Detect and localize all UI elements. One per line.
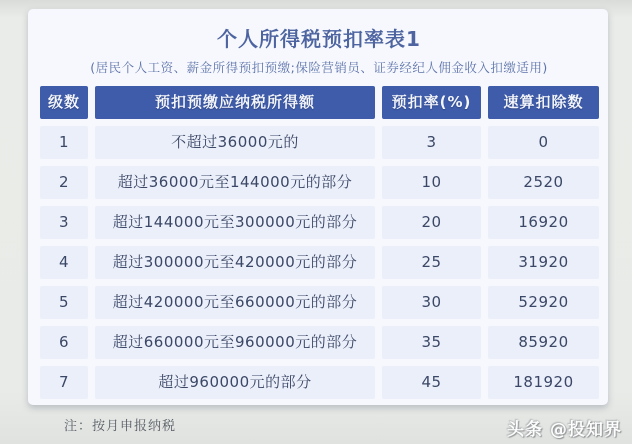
cell-taxable-income: 超过300000元至420000元的部分 <box>95 246 375 279</box>
cell-quick-deduction: 52920 <box>488 286 599 319</box>
cell-taxable-income: 不超过36000元的 <box>95 126 375 159</box>
column-header-level: 级数 <box>40 86 88 119</box>
cell-taxable-income: 超过36000元至144000元的部分 <box>95 166 375 199</box>
cell-taxable-income: 超过144000元至300000元的部分 <box>95 206 375 239</box>
cell-level: 3 <box>40 206 88 239</box>
cell-withholding-rate: 3 <box>382 126 481 159</box>
cell-level: 1 <box>40 126 88 159</box>
footnote: 注：按月申报纳税 <box>64 419 177 434</box>
cell-withholding-rate: 10 <box>382 166 481 199</box>
cell-withholding-rate: 45 <box>382 366 481 399</box>
cell-withholding-rate: 20 <box>382 206 481 239</box>
column-header-quick-deduction: 速算扣除数 <box>488 86 599 119</box>
cell-withholding-rate: 35 <box>382 326 481 359</box>
cell-taxable-income: 超过420000元至660000元的部分 <box>95 286 375 319</box>
cell-quick-deduction: 181920 <box>488 366 599 399</box>
tax-table-card <box>28 9 608 405</box>
cell-taxable-income: 超过660000元至960000元的部分 <box>95 326 375 359</box>
table-subtitle: (居民个人工资、薪金所得预扣预缴;保险营销员、证券经纪人佣金收入扣缴适用) <box>90 60 548 75</box>
cell-level: 2 <box>40 166 88 199</box>
cell-quick-deduction: 16920 <box>488 206 599 239</box>
cell-level: 7 <box>40 366 88 399</box>
cell-level: 6 <box>40 326 88 359</box>
cell-level: 5 <box>40 286 88 319</box>
cell-quick-deduction: 31920 <box>488 246 599 279</box>
watermark: 头条 @投知界 <box>507 420 622 440</box>
cell-quick-deduction: 85920 <box>488 326 599 359</box>
cell-withholding-rate: 30 <box>382 286 481 319</box>
cell-quick-deduction: 2520 <box>488 166 599 199</box>
cell-quick-deduction: 0 <box>488 126 599 159</box>
table-title: 个人所得税预扣率表1 <box>217 27 421 51</box>
column-header-withholding-rate: 预扣率(%) <box>382 86 481 119</box>
tax-rate-table <box>40 86 598 399</box>
column-header-taxable-income: 预扣预缴应纳税所得额 <box>95 86 375 119</box>
cell-withholding-rate: 25 <box>382 246 481 279</box>
cell-taxable-income: 超过960000元的部分 <box>95 366 375 399</box>
cell-level: 4 <box>40 246 88 279</box>
